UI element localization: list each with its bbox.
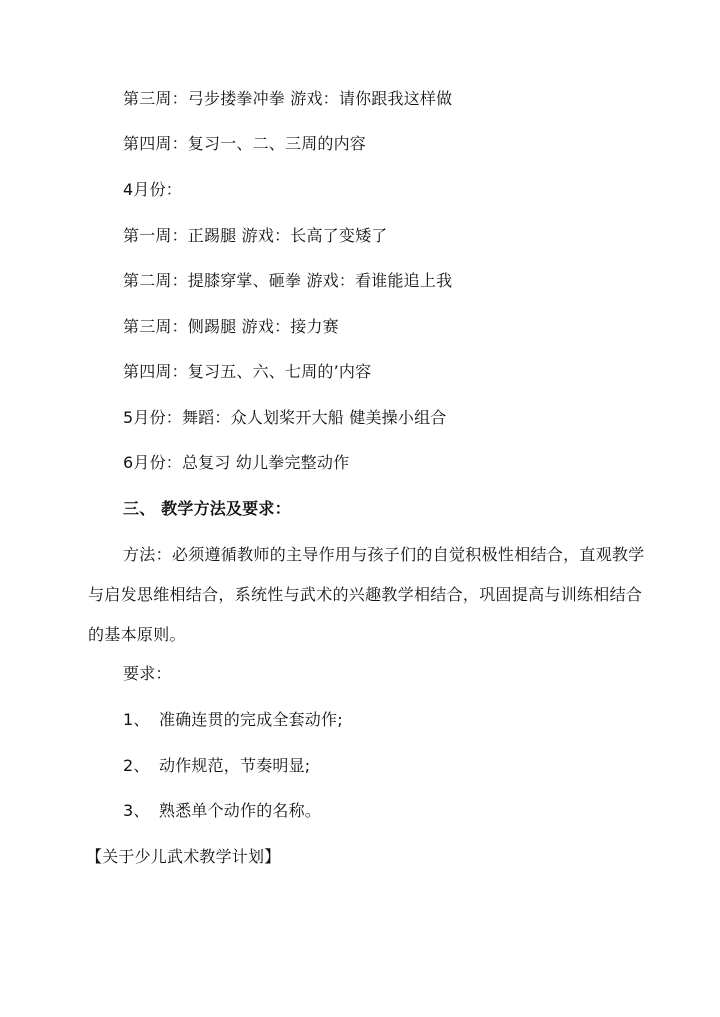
method-paragraph (88, 535, 648, 655)
schedule-month-april: 4月份： (123, 180, 182, 199)
requirement-number: 2、 (123, 756, 150, 775)
related-article-link[interactable]: 【关于少儿武术教学计划】 (86, 847, 281, 866)
requirement-text: 动作规范，节奏明显; (159, 756, 311, 775)
section-heading: 三、 教学方法及要求： (123, 499, 291, 518)
schedule-month-may: 5月份：舞蹈：众人划桨开大船 健美操小组合 (123, 408, 447, 427)
requirement-number: 3、 (123, 801, 150, 820)
schedule-month-june: 6月份：总复习 幼儿拳完整动作 (123, 453, 350, 472)
schedule-line-apr-week3: 第三周：侧踢腿 游戏：接力赛 (123, 317, 339, 336)
requirement-text: 准确连贯的完成全套动作; (159, 710, 343, 729)
schedule-line-apr-week1: 第一周：正踢腿 游戏：长高了变矮了 (123, 226, 388, 245)
schedule-line-week3: 第三周：弓步搂拳冲拳 游戏：请你跟我这样做 (123, 89, 453, 108)
requirement-number: 1、 (123, 710, 150, 729)
requirement-text: 熟悉单个动作的名称。 (159, 801, 322, 820)
schedule-line-apr-week2: 第二周：提膝穿掌、砸拳 游戏：看谁能追上我 (123, 271, 453, 290)
schedule-line-apr-week4: 第四周：复习五、六、七周的’内容 (123, 362, 372, 381)
method-text: 方法：必须遵循教师的主导作用与孩子们的自觉积极性相结合，直观教学与启发思维相结合，系统性与武术的兴趣教学相结合，巩固提高与训练相结合的基本原则。 (88, 545, 645, 644)
requirement-item (123, 709, 343, 731)
requirement-item (123, 755, 310, 777)
schedule-line-week4: 第四周：复习一、二、三周的内容 (123, 134, 367, 153)
requirements-label: 要求： (123, 664, 172, 683)
requirement-item (123, 800, 321, 822)
